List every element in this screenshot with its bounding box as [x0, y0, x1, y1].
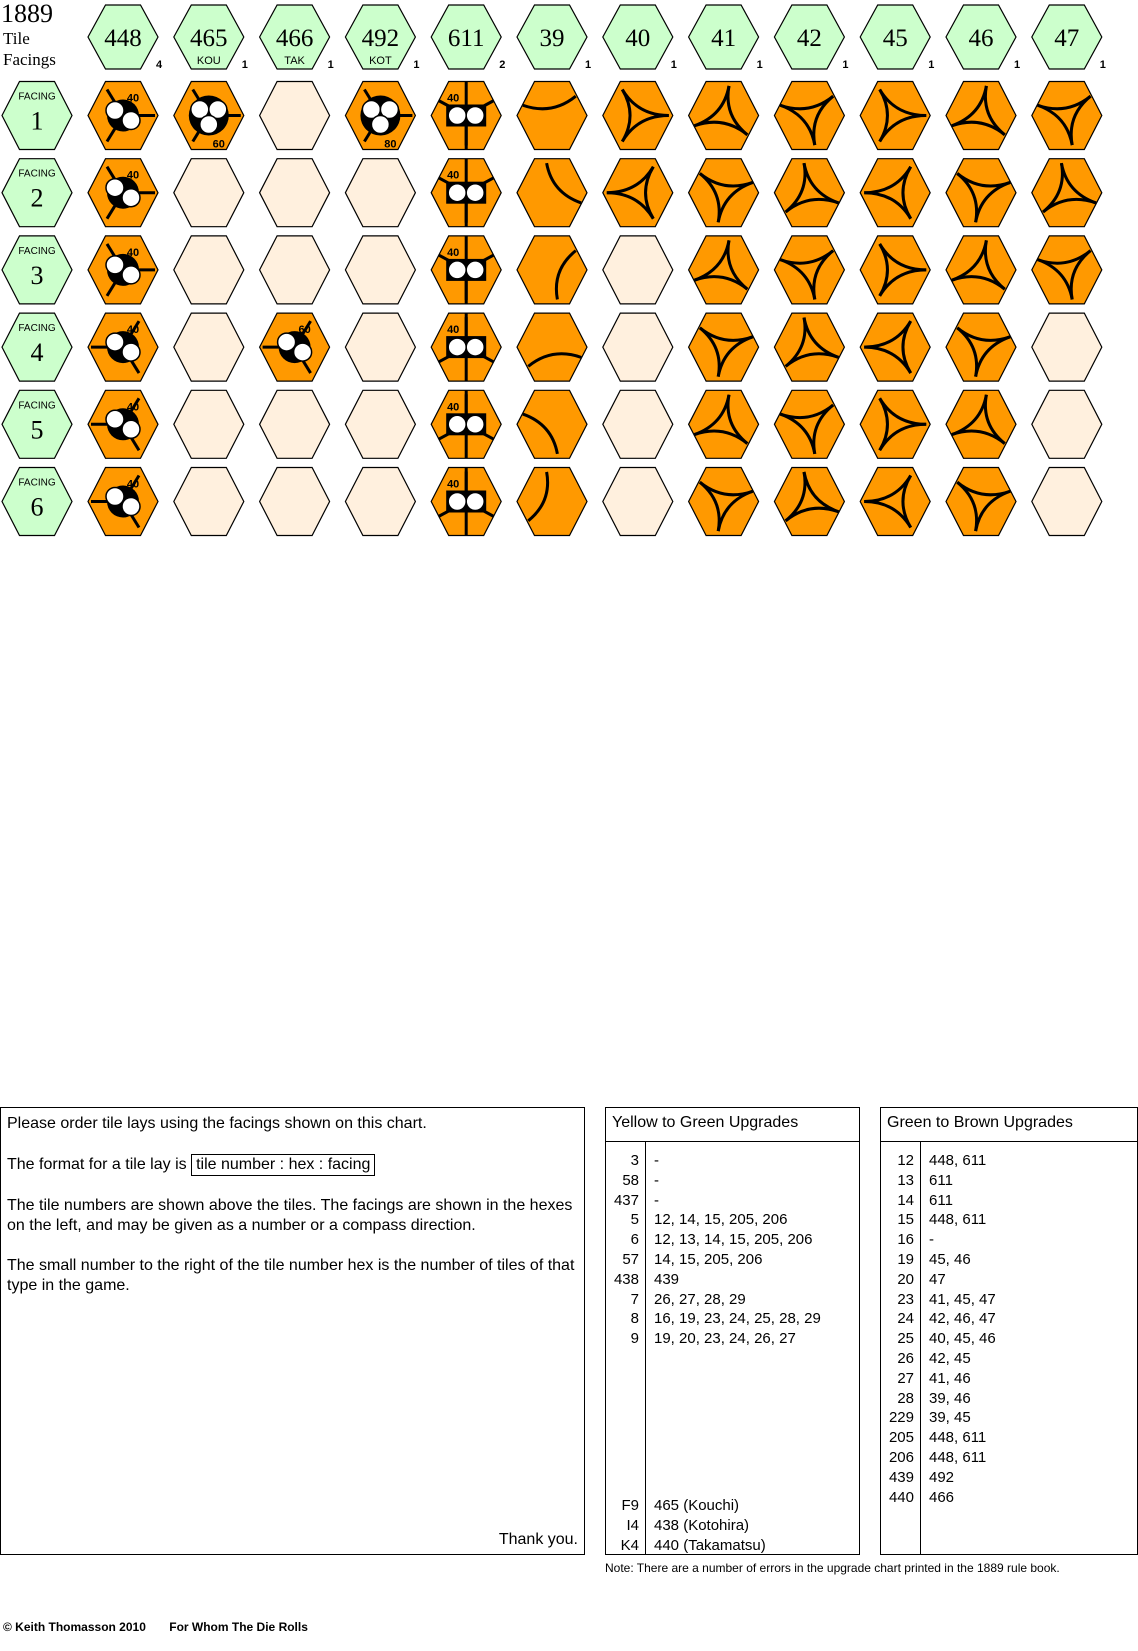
empty-tile-hex — [260, 468, 330, 536]
upgrade-to: 42, 46, 47 — [929, 1310, 996, 1328]
upgrade-from: 16 — [897, 1231, 914, 1249]
upgrade-from: F9 — [621, 1497, 639, 1514]
city-station — [466, 184, 484, 202]
upgrade-from: 205 — [888, 1429, 914, 1447]
city-station — [371, 116, 389, 134]
city-station — [106, 102, 124, 120]
upgrade-from: 28 — [897, 1389, 914, 1407]
tile-hex — [946, 236, 1016, 304]
thank-you-text: Thank you. — [498, 1531, 578, 1548]
tile-number: 611 — [447, 25, 485, 52]
facing-number: 1 — [30, 106, 44, 136]
revenue-value: 40 — [447, 92, 460, 105]
upgrade-from: 5 — [630, 1211, 639, 1229]
tile-count: 1 — [1014, 59, 1021, 71]
upgrade-to: - — [654, 1191, 659, 1209]
revenue-value: 40 — [447, 478, 460, 491]
facing-label: FACING — [18, 400, 56, 412]
revenue-value: 40 — [447, 246, 460, 259]
city-station — [122, 343, 140, 361]
upgrade-row — [606, 1191, 859, 1211]
upgrade-to: 438 (Kotohira) — [654, 1516, 750, 1534]
tile-hex — [689, 82, 759, 150]
revenue-value: 40 — [447, 324, 460, 337]
revenue-value: 40 — [447, 169, 460, 182]
upgrade-row — [881, 1270, 1137, 1290]
upgrade-from: 9 — [630, 1330, 639, 1348]
tile-hex — [1032, 236, 1102, 304]
upgrade-to: 448, 611 — [929, 1449, 987, 1466]
tile-hex-grid — [88, 82, 1102, 536]
chart-subtitle-2: Facings — [3, 50, 56, 69]
green-brown-title: Green to Brown Upgrades — [881, 1108, 1137, 1142]
empty-tile-hex — [174, 159, 244, 227]
credit-line — [3, 1620, 328, 1634]
city-station — [106, 256, 124, 274]
tile-count: 4 — [156, 59, 163, 71]
empty-tile-hex — [1032, 390, 1102, 458]
upgrade-to: - — [929, 1231, 934, 1249]
upgrade-from: 437 — [613, 1191, 639, 1209]
upgrade-row — [881, 1151, 1137, 1171]
tile-hex — [774, 468, 844, 536]
tile-number: 41 — [711, 25, 737, 52]
revenue-value: 40 — [447, 401, 460, 414]
tile-hex — [774, 313, 844, 381]
upgrade-from: 13 — [897, 1171, 914, 1189]
tile-count: 1 — [327, 59, 334, 71]
upgrade-from: 3 — [630, 1152, 639, 1169]
tile-number: 492 — [361, 25, 400, 52]
instructions-para-1: Please order tile lays using the facings shown on this chart. — [7, 1115, 427, 1132]
tile-hex — [946, 159, 1016, 227]
upgrade-from: 8 — [630, 1310, 639, 1328]
upgrade-from: 7 — [630, 1290, 639, 1308]
city-station — [106, 410, 124, 428]
tile-hex — [946, 82, 1016, 150]
upgrade-to: 40, 45, 46 — [929, 1330, 996, 1348]
upgrade-row — [881, 1389, 1137, 1409]
instructions-para-4: The small number to the right of the tile number hex is the number of tiles of that type in the game. — [7, 1257, 575, 1294]
upgrade-row — [881, 1369, 1137, 1389]
city-station — [448, 261, 466, 279]
facing-number: 4 — [30, 338, 44, 368]
facing-number: 6 — [30, 492, 44, 522]
facing-label: FACING — [18, 168, 56, 180]
tile-count: 1 — [842, 59, 849, 71]
upgrade-to: 12, 14, 15, 205, 206 — [654, 1211, 788, 1229]
tile-hex — [946, 390, 1016, 458]
upgrade-from: 26 — [897, 1350, 914, 1367]
upgrade-errata-note: Note: There are a number of errors in the upgrade chart printed in the 1889 rule book. — [605, 1561, 1060, 1575]
tile-number: 42 — [796, 25, 822, 52]
upgrade-row — [881, 1250, 1137, 1270]
upgrade-from: 6 — [630, 1231, 639, 1249]
tile-hex — [517, 313, 587, 381]
yellow-green-title: Yellow to Green Upgrades — [606, 1108, 859, 1142]
upgrade-from: 25 — [897, 1330, 914, 1348]
site-credit: For Whom The Die Rolls — [169, 1620, 308, 1634]
city-station — [448, 184, 466, 202]
green-brown-upgrades-table — [880, 1107, 1138, 1555]
revenue-value: 60 — [212, 138, 225, 151]
chart-subtitle-1: Tile — [3, 29, 30, 48]
upgrade-to: 439 — [654, 1270, 680, 1288]
city-station — [448, 415, 466, 433]
upgrade-to: 26, 27, 28, 29 — [654, 1290, 746, 1308]
city-station — [106, 333, 124, 351]
empty-tile-hex — [174, 236, 244, 304]
empty-tile-hex — [1032, 468, 1102, 536]
revenue-value: 40 — [126, 324, 140, 337]
upgrade-row — [606, 1516, 859, 1536]
upgrade-to: 39, 45 — [929, 1409, 971, 1427]
facing-label: FACING — [18, 323, 56, 335]
revenue-value: 60 — [298, 324, 311, 337]
upgrade-from: 12 — [897, 1152, 914, 1169]
tile-hex — [1032, 159, 1102, 227]
upgrade-row — [606, 1496, 859, 1516]
tile-count: 1 — [670, 59, 677, 71]
tile-count: 1 — [928, 59, 935, 71]
upgrade-to: 466 — [929, 1488, 955, 1506]
city-station — [106, 179, 124, 197]
tile-number: 39 — [539, 25, 565, 52]
city-station — [466, 261, 484, 279]
upgrade-from: 439 — [888, 1468, 914, 1486]
revenue-value: 40 — [126, 169, 140, 182]
upgrade-row — [881, 1290, 1137, 1310]
chart-title: 1889 — [1, 0, 53, 28]
empty-tile-hex — [260, 390, 330, 458]
upgrade-row — [606, 1290, 859, 1310]
upgrade-row — [881, 1468, 1137, 1488]
yellow-green-body — [606, 1142, 859, 1554]
empty-tile-hex — [603, 236, 673, 304]
city-station — [122, 189, 140, 207]
upgrade-row — [606, 1329, 859, 1349]
upgrade-from: 27 — [897, 1369, 914, 1387]
upgrade-to: 12, 13, 14, 15, 205, 206 — [654, 1231, 813, 1249]
city-station — [466, 415, 484, 433]
upgrade-from: 20 — [897, 1270, 914, 1288]
city-station — [122, 420, 140, 438]
tile-hex — [946, 468, 1016, 536]
upgrade-to: 45, 46 — [929, 1251, 971, 1268]
empty-tile-hex — [603, 313, 673, 381]
upgrade-from: 19 — [897, 1251, 914, 1268]
empty-tile-hex — [345, 159, 415, 227]
upgrade-from: K4 — [620, 1536, 639, 1554]
revenue-value: 40 — [126, 478, 140, 491]
city-station — [466, 493, 484, 511]
empty-tile-hex — [260, 236, 330, 304]
upgrade-row — [881, 1191, 1137, 1211]
upgrade-to: 492 — [929, 1468, 955, 1486]
tile-number: 465 — [190, 25, 228, 52]
empty-tile-hex — [345, 390, 415, 458]
format-box: tile number : hex : facing — [191, 1154, 375, 1176]
tile-number: 47 — [1054, 25, 1080, 52]
empty-tile-hex — [603, 390, 673, 458]
upgrade-to: 42, 45 — [929, 1350, 971, 1367]
revenue-value: 40 — [126, 246, 140, 259]
tile-hex — [774, 236, 844, 304]
upgrade-to: 611 — [929, 1191, 953, 1209]
green-brown-body — [881, 1142, 1137, 1554]
tile-number: 448 — [104, 25, 142, 52]
tile-facing-grid — [0, 0, 1138, 560]
empty-tile-hex — [174, 468, 244, 536]
tile-count: 1 — [585, 59, 592, 71]
city-station — [122, 266, 140, 284]
upgrade-row — [606, 1309, 859, 1329]
upgrade-row — [606, 1250, 859, 1270]
revenue-value: 40 — [126, 401, 140, 414]
upgrade-row — [881, 1428, 1137, 1448]
upgrade-row — [881, 1408, 1137, 1428]
empty-tile-hex — [603, 468, 673, 536]
upgrade-to: 19, 20, 23, 24, 26, 27 — [654, 1330, 796, 1348]
city-station — [448, 493, 466, 511]
tile-count: 1 — [241, 59, 248, 71]
tile-hex — [774, 159, 844, 227]
author-credit: © Keith Thomasson 2010 — [3, 1620, 146, 1634]
tile-city-label: TAK — [284, 55, 305, 67]
upgrade-to: - — [654, 1171, 659, 1189]
upgrade-to: 41, 46 — [929, 1369, 971, 1387]
empty-tile-hex — [1032, 313, 1102, 381]
tile-hex — [689, 390, 759, 458]
upgrade-from: 206 — [888, 1449, 914, 1466]
tile-number: 466 — [275, 25, 314, 52]
upgrade-from: 438 — [613, 1270, 639, 1288]
empty-tile-hex — [174, 390, 244, 458]
facing-label: FACING — [18, 245, 56, 257]
city-station — [448, 338, 466, 356]
city-station — [122, 112, 140, 130]
city-station — [200, 116, 218, 134]
upgrade-row — [606, 1171, 859, 1191]
city-station — [466, 338, 484, 356]
tile-count: 1 — [1099, 59, 1106, 71]
tile-hex — [517, 236, 587, 304]
upgrade-row — [606, 1151, 859, 1171]
instructions-panel — [0, 1107, 585, 1555]
upgrade-to: 47 — [929, 1270, 946, 1288]
empty-tile-hex — [174, 313, 244, 381]
upgrade-row — [881, 1448, 1137, 1468]
city-station — [122, 498, 140, 516]
empty-tile-hex — [345, 313, 415, 381]
tile-number: 45 — [882, 25, 908, 52]
upgrade-from: 229 — [888, 1409, 914, 1427]
upgrade-to: 448, 611 — [929, 1429, 987, 1447]
yellow-green-upgrades-table — [605, 1107, 860, 1555]
city-station — [106, 488, 124, 506]
tile-hex — [689, 159, 759, 227]
upgrade-from: 57 — [622, 1251, 639, 1268]
upgrade-row — [606, 1536, 859, 1556]
instructions-para-3: The tile numbers are shown above the tiles. The facings are shown in the hexes on the left, and may be given as a number or a compass direction. — [7, 1197, 573, 1234]
revenue-value: 40 — [126, 92, 140, 105]
upgrade-to: 465 (Kouchi) — [654, 1497, 740, 1514]
empty-tile-hex — [345, 236, 415, 304]
tile-number: 40 — [625, 25, 651, 52]
upgrade-row — [606, 1210, 859, 1230]
city-station — [448, 107, 466, 125]
upgrade-row — [881, 1210, 1137, 1230]
tile-hex — [517, 468, 587, 536]
upgrade-to: 16, 19, 23, 24, 25, 28, 29 — [654, 1310, 821, 1328]
upgrade-from: 58 — [622, 1171, 639, 1189]
empty-tile-hex — [260, 159, 330, 227]
facing-number: 3 — [30, 260, 44, 290]
upgrade-from: I4 — [626, 1516, 639, 1534]
tile-hex — [774, 82, 844, 150]
upgrade-from: 440 — [888, 1488, 914, 1506]
city-station — [466, 107, 484, 125]
revenue-value: 80 — [384, 138, 397, 151]
upgrade-from: 15 — [897, 1211, 914, 1229]
tile-hex — [517, 82, 587, 150]
upgrade-to: 14, 15, 205, 206 — [654, 1251, 763, 1268]
upgrade-to: 39, 46 — [929, 1389, 971, 1407]
upgrade-row — [881, 1488, 1137, 1508]
instructions-para-2 — [7, 1154, 578, 1176]
facing-column — [2, 82, 72, 536]
upgrade-from: 14 — [897, 1191, 914, 1209]
upgrade-from: 24 — [897, 1310, 914, 1328]
city-station — [278, 333, 296, 351]
upgrade-row — [881, 1230, 1137, 1250]
upgrade-to: - — [654, 1152, 659, 1169]
tile-city-label: KOT — [369, 55, 392, 67]
tile-hex — [517, 159, 587, 227]
tile-count: 1 — [756, 59, 763, 71]
facing-number: 2 — [30, 183, 44, 213]
tile-count: 1 — [413, 59, 420, 71]
tile-number-row — [88, 5, 1106, 71]
empty-tile-hex — [345, 468, 415, 536]
tile-hex — [517, 390, 587, 458]
upgrade-to: 440 (Takamatsu) — [654, 1536, 766, 1554]
tile-hex — [946, 313, 1016, 381]
upgrade-row — [881, 1329, 1137, 1349]
upgrade-row — [606, 1270, 859, 1290]
facing-label: FACING — [18, 91, 56, 103]
tile-hex — [689, 236, 759, 304]
upgrade-to: 448, 611 — [929, 1152, 987, 1169]
facing-label: FACING — [18, 477, 56, 489]
upgrade-row — [606, 1230, 859, 1250]
upgrade-row — [881, 1171, 1137, 1191]
upgrade-row — [881, 1309, 1137, 1329]
upgrade-to: 448, 611 — [929, 1211, 987, 1229]
tile-hex — [689, 468, 759, 536]
format-prefix: The format for a tile lay is — [7, 1156, 187, 1173]
empty-tile-hex — [260, 82, 330, 150]
tile-count: 2 — [499, 59, 506, 71]
upgrade-to: 611 — [929, 1171, 953, 1189]
tile-number: 46 — [968, 25, 994, 52]
upgrade-from: 23 — [897, 1290, 914, 1308]
upgrade-to: 41, 45, 47 — [929, 1290, 996, 1308]
city-station — [294, 343, 312, 361]
tile-hex — [689, 313, 759, 381]
upgrade-row — [881, 1349, 1137, 1369]
facing-number: 5 — [30, 415, 44, 445]
tile-city-label: KOU — [196, 55, 221, 67]
tile-hex — [1032, 82, 1102, 150]
tile-hex — [774, 390, 844, 458]
